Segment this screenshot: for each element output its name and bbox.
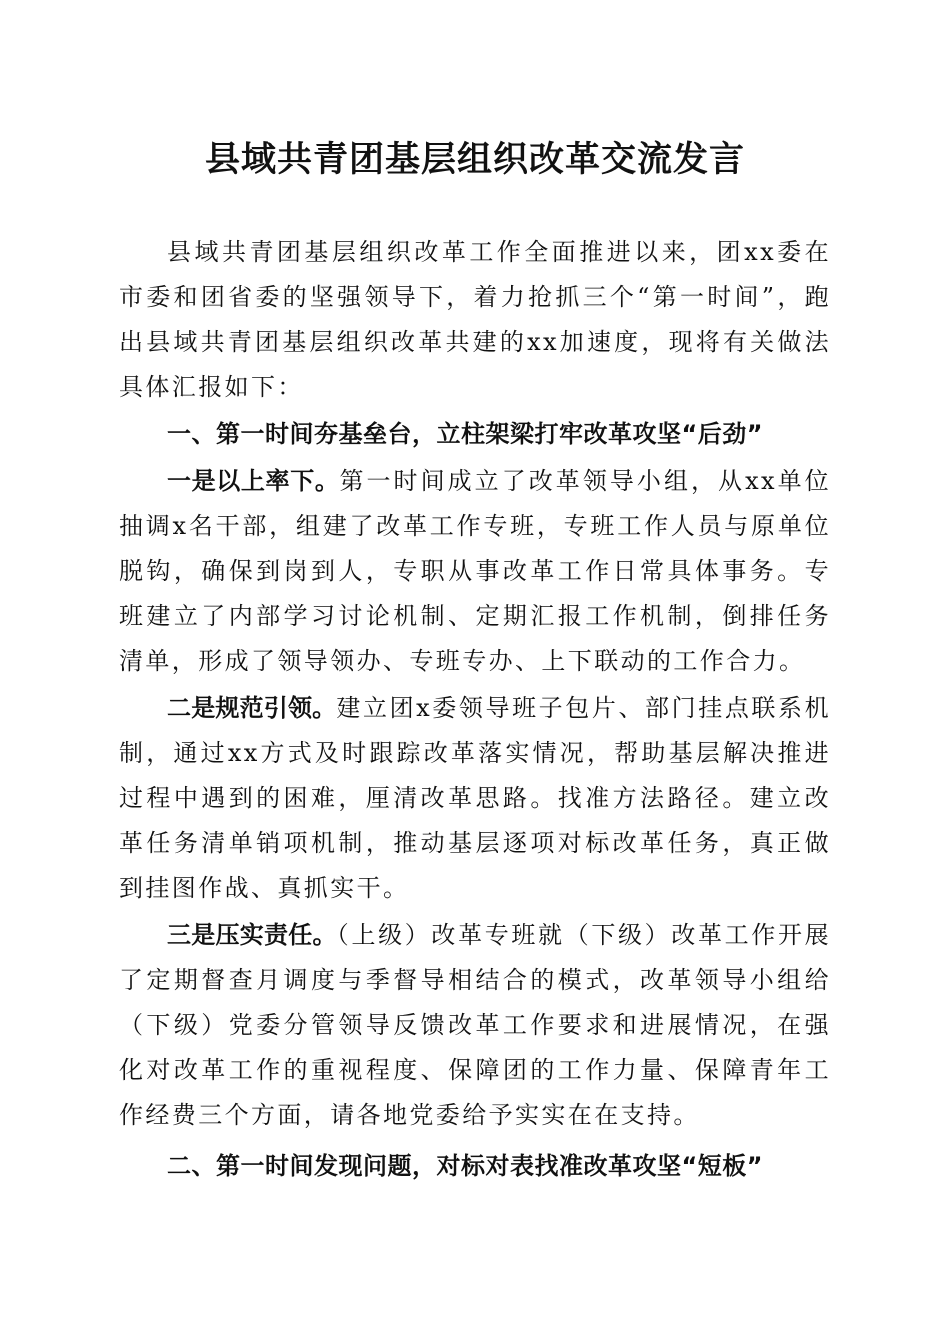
point-2-lead: 二是规范引领。 [167,694,337,722]
point-3-lead: 三是压实责任。 [167,921,337,949]
point-2-paragraph [119,686,831,911]
point-3-paragraph [119,913,831,1138]
point-1-text: 第一时间成立了改革领导小组，从xx单位抽调x名干部，组建了改革工作专班，专班工作人员与原单位脱钩，确保到岗到人，专职从事改革工作日常具体事务。专班建立了内部学习讨论机制、定期汇报工作机制，倒排任务清单，形成了领导领办、专班专办、上下联动的工作合力。 [119,467,832,675]
point-1-lead: 一是以上率下。 [167,467,340,495]
point-3-text: （上级）改革专班就（下级）改革工作开展了定期督查月调度与季督导相结合的模式，改革领导小组给（下级）党委分管领导反馈改革工作要求和进展情况，在强化对改革工作的重视程度、保障团的工作力量、保障青年工作经费三个方面，请各地党委给予实实在在支持。 [119,921,831,1129]
point-1-paragraph [119,459,831,684]
point-2-text: 建立团x委领导班子包片、部门挂点联系机制，通过xx方式及时跟踪改革落实情况，帮助基层解决推进过程中遇到的困难，厘清改革思路。找准方法路径。建立改革任务清单销项机制，推动基层逐项对标改革任务，真正做到挂图作战、真抓实干。 [119,694,832,902]
intro-paragraph: 县域共青团基层组织改革工作全面推进以来，团xx委在市委和团省委的坚强领导下，着力抢抓三个“第一时间”，跑出县域共青团基层组织改革共建的xx加速度，现将有关做法具体汇报如下： [119,238,831,401]
section-2-heading: 二、第一时间发现问题，对标对表找准改革攻坚“短板” [167,1152,764,1180]
document-body [119,230,831,1189]
section-1-heading: 一、第一时间夯基垒台，立柱架梁打牢改革攻坚“后劲” [167,420,764,448]
document-title: 县域共青团基层组织改革交流发言 [204,139,745,180]
